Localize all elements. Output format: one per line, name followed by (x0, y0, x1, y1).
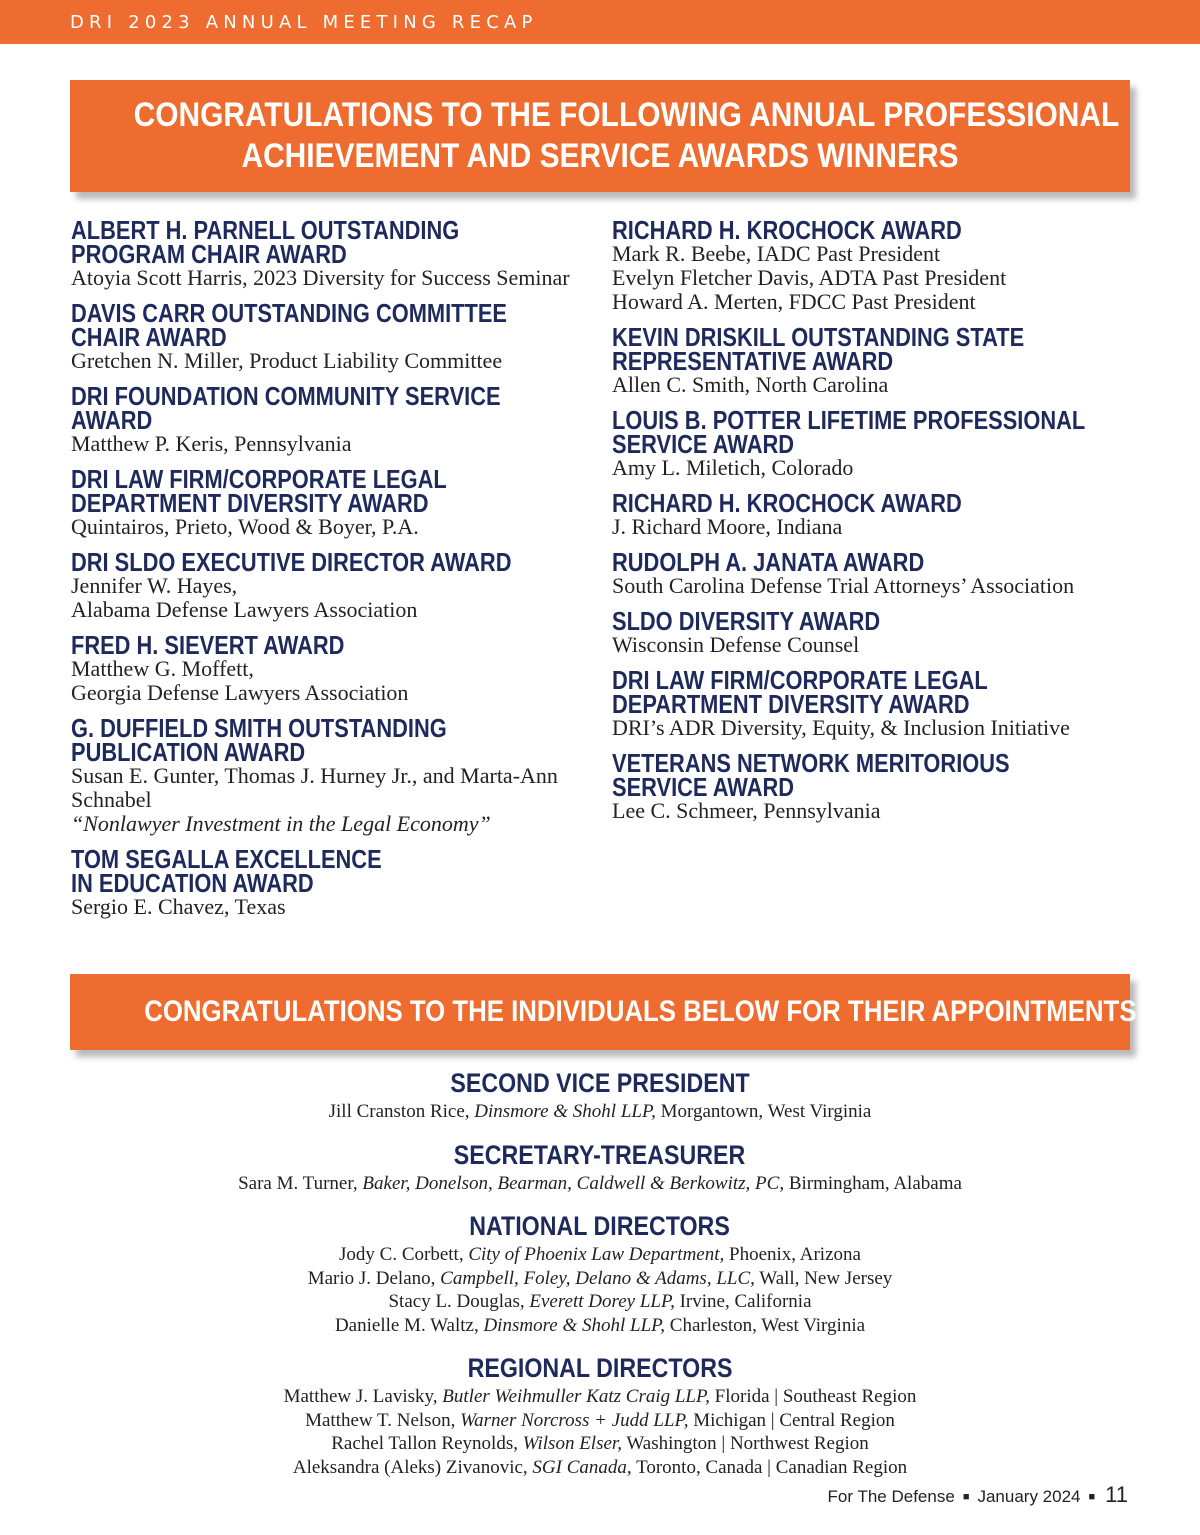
award-title: DRI LAW FIRM/CORPORATE LEGAL (612, 665, 988, 695)
award-recipient: DRI’s ADR Diversity, Equity, & Inclusion Initiative (612, 715, 1070, 740)
award-entry (71, 713, 601, 836)
appointment-group (0, 1138, 1200, 1196)
award-recipient: Matthew P. Keris, Pennsylvania (71, 431, 352, 456)
awards-banner (70, 80, 1130, 192)
award-recipient: Evelyn Fletcher Davis, ADTA Past President (612, 265, 1007, 290)
appointee-location: Charleston, West Virginia (665, 1314, 866, 1336)
footer-separator: ■ (962, 1491, 970, 1503)
page-footer (828, 1482, 1128, 1508)
award-entry (612, 547, 1182, 598)
award-entry (71, 298, 601, 373)
award-recipient: Amy L. Miletich, Colorado (612, 455, 854, 480)
appointment-title: SECOND VICE PRESIDENT (450, 1068, 750, 1098)
appointee-name: Danielle M. Waltz, (334, 1314, 484, 1336)
top-header-bar (0, 0, 1200, 44)
appointee-name: Matthew T. Nelson, (305, 1409, 461, 1431)
appointee-location: Morgantown, West Virginia (655, 1101, 872, 1122)
appointments-section (0, 1066, 1200, 1493)
award-title: G. DUFFIELD SMITH OUTSTANDING (71, 713, 447, 743)
appointee-firm: Wilson Elser, (522, 1433, 622, 1454)
award-entry (612, 606, 1182, 657)
appointee-location: Wall, New Jersey (754, 1267, 893, 1289)
appointee-firm: Dinsmore & Shohl LLP, (483, 1314, 666, 1336)
award-recipient: Howard A. Merten, FDCC Past President (612, 289, 976, 314)
appointee-firm: SGI Canada, (532, 1456, 632, 1478)
award-title: KEVIN DRISKILL OUTSTANDING STATE (612, 322, 1025, 352)
award-title: TOM SEGALLA EXCELLENCE (71, 844, 382, 874)
award-recipient: South Carolina Defense Trial Attorneys’ Association (612, 573, 1075, 598)
appointee-line (0, 1172, 1200, 1196)
award-title: SERVICE AWARD (612, 429, 795, 459)
awards-right-column (612, 215, 1182, 834)
appointee-firm: Butler Weihmuller Katz Craig LLP, (442, 1386, 710, 1407)
appointment-group (0, 1209, 1200, 1337)
footer-separator: ■ (1088, 1491, 1096, 1503)
award-title: RUDOLPH A. JANATA AWARD (612, 547, 925, 577)
award-recipient: Atoyia Scott Harris, 2023 Diversity for Success Seminar (71, 265, 570, 290)
appointee-location: Washington | Northwest Region (621, 1433, 869, 1454)
award-title: PROGRAM CHAIR AWARD (71, 239, 347, 269)
award-entry (612, 665, 1182, 740)
appointee-line (0, 1456, 1200, 1480)
award-recipient: Sergio E. Chavez, Texas (71, 894, 286, 919)
appointee-location: Michigan | Central Region (688, 1409, 895, 1431)
award-title: CHAIR AWARD (71, 322, 227, 352)
award-entry (71, 381, 601, 456)
appointee-line (0, 1314, 1200, 1338)
award-title: RICHARD H. KROCHOCK AWARD (612, 215, 962, 245)
award-entry (71, 630, 601, 705)
award-title: RICHARD H. KROCHOCK AWARD (612, 488, 962, 518)
appointee-name: Aleksandra (Aleks) Zivanovic, (292, 1456, 533, 1478)
award-entry (612, 748, 1182, 823)
appointment-title: SECRETARY-TREASURER (454, 1139, 746, 1170)
appointee-name: Rachel Tallon Reynolds, (331, 1433, 523, 1454)
award-entry (612, 405, 1182, 480)
appointee-firm: Dinsmore & Shohl LLP, (474, 1101, 656, 1122)
running-header: DRI 2023 ANNUAL MEETING RECAP (70, 12, 538, 33)
award-title: LOUIS B. POTTER LIFETIME PROFESSIONAL (612, 405, 1086, 435)
award-title: SLDO DIVERSITY AWARD (612, 606, 881, 636)
appointee-name: Mario J. Delano, (307, 1267, 441, 1289)
award-recipient: Quintairos, Prieto, Wood & Boyer, P.A. (71, 514, 419, 539)
awards-banner-line-1: CONGRATULATIONS TO THE FOLLOWING ANNUAL PROFESSIONAL (133, 96, 1120, 134)
award-title: REPRESENTATIVE AWARD (612, 346, 894, 376)
award-recipient: Schnabel (71, 787, 152, 812)
appointee-line (0, 1243, 1200, 1267)
award-entry (71, 547, 601, 622)
appointee-line (0, 1409, 1200, 1433)
award-recipient: Susan E. Gunter, Thomas J. Hurney Jr., and Marta-Ann (71, 763, 558, 788)
appointment-title: REGIONAL DIRECTORS (467, 1353, 733, 1383)
appointment-group (0, 1351, 1200, 1479)
page-number: 11 (1105, 1482, 1128, 1507)
appointee-line (0, 1100, 1200, 1124)
publication-title: “Nonlawyer Investment in the Legal Economy” (71, 811, 491, 836)
appointee-line (0, 1267, 1200, 1291)
appointee-line (0, 1385, 1200, 1409)
award-recipient: Gretchen N. Miller, Product Liability Committee (71, 348, 503, 373)
award-recipient: Georgia Defense Lawyers Association (71, 680, 409, 705)
award-entry (612, 322, 1182, 397)
award-entry (71, 215, 601, 290)
award-title: VETERANS NETWORK MERITORIOUS (612, 748, 1010, 778)
award-title: ALBERT H. PARNELL OUTSTANDING (71, 215, 460, 245)
appointments-banner-text: CONGRATULATIONS TO THE INDIVIDUALS BELOW FOR THEIR APPOINTMENTS (144, 995, 1137, 1028)
award-title: FRED H. SIEVERT AWARD (71, 630, 345, 660)
appointee-firm: Warner Norcross + Judd LLP, (460, 1409, 689, 1431)
award-title: IN EDUCATION AWARD (71, 868, 314, 898)
appointee-name: Matthew J. Lavisky, (283, 1386, 443, 1407)
award-recipient: Matthew G. Moffett, (71, 656, 254, 681)
appointee-location: Irvine, California (674, 1291, 812, 1312)
appointee-firm: Campbell, Foley, Delano & Adams, LLC, (440, 1267, 755, 1289)
award-title: DEPARTMENT DIVERSITY AWARD (612, 689, 970, 719)
appointment-title: NATIONAL DIRECTORS (469, 1211, 731, 1241)
appointee-line (0, 1432, 1200, 1456)
appointee-firm: Baker, Donelson, Bearman, Caldwell & Berkowitz, PC, (362, 1172, 785, 1194)
appointee-name: Jody C. Corbett, (339, 1244, 469, 1265)
awards-banner-line-2: ACHIEVEMENT AND SERVICE AWARDS WINNERS (241, 137, 959, 175)
footer-date: January 2024 (977, 1487, 1081, 1506)
appointee-location: Florida | Southeast Region (709, 1386, 917, 1407)
appointee-firm: City of Phoenix Law Department, (468, 1244, 725, 1265)
award-recipient: Alabama Defense Lawyers Association (71, 597, 418, 622)
award-title: DRI SLDO EXECUTIVE DIRECTOR AWARD (71, 547, 512, 577)
appointee-name: Jill Cranston Rice, (328, 1101, 475, 1122)
footer-publication: For The Defense (827, 1487, 955, 1506)
appointee-location: Toronto, Canada | Canadian Region (631, 1456, 908, 1478)
award-title: DEPARTMENT DIVERSITY AWARD (71, 488, 429, 518)
award-title: AWARD (71, 405, 153, 435)
appointee-location: Birmingham, Alabama (784, 1172, 962, 1194)
award-title: PUBLICATION AWARD (71, 737, 306, 767)
award-recipient: Wisconsin Defense Counsel (612, 632, 860, 657)
appointee-location: Phoenix, Arizona (724, 1244, 861, 1265)
award-entry (612, 488, 1182, 539)
award-title: SERVICE AWARD (612, 772, 795, 802)
award-recipient: J. Richard Moore, Indiana (612, 514, 843, 539)
award-recipient: Mark R. Beebe, IADC Past President (612, 241, 941, 266)
appointments-banner (70, 974, 1137, 1050)
award-entry (71, 464, 601, 539)
award-entry (612, 215, 1182, 314)
award-entry (71, 844, 601, 919)
award-title: DRI LAW FIRM/CORPORATE LEGAL (71, 464, 447, 494)
award-recipient: Allen C. Smith, North Carolina (612, 372, 889, 397)
awards-left-column (71, 215, 601, 930)
award-recipient: Lee C. Schmeer, Pennsylvania (612, 798, 881, 823)
appointee-name: Sara M. Turner, (238, 1172, 363, 1194)
appointee-name: Stacy L. Douglas, (388, 1291, 530, 1312)
appointment-group (0, 1066, 1200, 1124)
award-title: DAVIS CARR OUTSTANDING COMMITTEE (71, 298, 507, 328)
award-recipient: Jennifer W. Hayes, (71, 573, 238, 598)
appointee-firm: Everett Dorey LLP, (529, 1291, 675, 1312)
award-title: DRI FOUNDATION COMMUNITY SERVICE (71, 381, 501, 411)
appointee-line (0, 1290, 1200, 1314)
